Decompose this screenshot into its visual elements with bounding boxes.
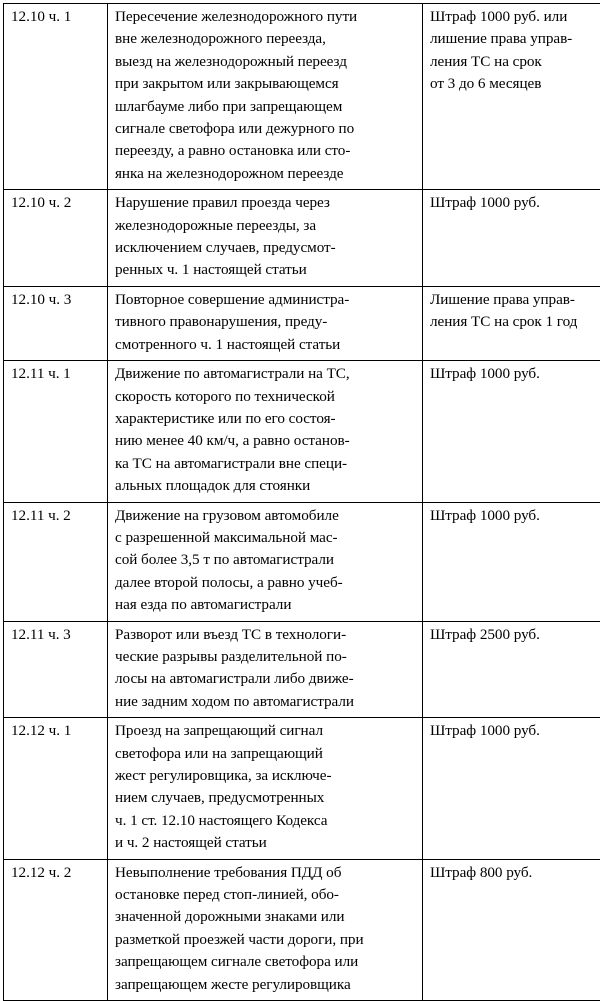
offence-cell xyxy=(108,621,423,718)
article-cell: 12.11 ч. 3 xyxy=(4,621,108,718)
offence-line: значенной дорожными знаками или xyxy=(115,906,416,928)
penalty-table-body xyxy=(4,4,600,1001)
offence-line: лосы на автомагистрали либо движе- xyxy=(115,668,416,690)
offence-cell xyxy=(108,4,423,190)
penalty-cell xyxy=(423,190,600,287)
offence-line: железнодорожные переезды, за xyxy=(115,215,416,237)
offence-cell xyxy=(108,361,423,502)
offence-line: далее второй полосы, а равно учеб- xyxy=(115,572,416,594)
table-row xyxy=(4,859,600,1000)
penalty-cell xyxy=(423,502,600,621)
offence-line: альных площадок для стоянки xyxy=(115,475,416,497)
penalty-cell xyxy=(423,718,600,859)
penalty-line: Штраф 1000 руб. xyxy=(430,720,600,742)
offence-line: и ч. 2 настоящей статьи xyxy=(115,832,416,854)
offence-line: тивного правонарушения, преду- xyxy=(115,311,416,333)
offence-line: Повторное совершение администра- xyxy=(115,289,416,311)
offence-line: ние задним ходом по автомагистрали xyxy=(115,691,416,713)
table-row xyxy=(4,718,600,859)
offence-line: характеристике или по его состоя- xyxy=(115,408,416,430)
offence-cell xyxy=(108,502,423,621)
offence-cell xyxy=(108,190,423,287)
offence-line: Нарушение правил проезда через xyxy=(115,192,416,214)
offence-line: Пересечение железнодорожного пути xyxy=(115,6,416,28)
penalty-line: Лишение права управ- xyxy=(430,289,600,311)
penalty-cell xyxy=(423,286,600,360)
offence-line: запрещающем жесте регулировщика xyxy=(115,974,416,996)
offence-line: разметкой проезжей части дороги, при xyxy=(115,929,416,951)
offence-line: скорость которого по технической xyxy=(115,386,416,408)
offence-line: ренных ч. 1 настоящей статьи xyxy=(115,259,416,281)
penalty-cell xyxy=(423,859,600,1000)
penalty-line: лишение права управ- xyxy=(430,28,600,50)
offence-line: остановке перед стоп-линией, обо- xyxy=(115,884,416,906)
offence-line: сигнале светофора или дежурного по xyxy=(115,118,416,140)
article-cell: 12.10 ч. 1 xyxy=(4,4,108,190)
penalty-table xyxy=(3,3,600,1001)
offence-line: Разворот или въезд ТС в технологи- xyxy=(115,624,416,646)
article-cell: 12.12 ч. 2 xyxy=(4,859,108,1000)
penalty-line: Штраф 1000 руб. или xyxy=(430,6,600,28)
offence-line: исключением случаев, предусмот- xyxy=(115,237,416,259)
offence-line: смотренного ч. 1 настоящей статьи xyxy=(115,334,416,356)
offence-line: Движение на грузовом автомобиле xyxy=(115,505,416,527)
penalty-cell xyxy=(423,361,600,502)
offence-line: при закрытом или закрывающемся xyxy=(115,73,416,95)
table-row xyxy=(4,502,600,621)
offence-line: ка ТС на автомагистрали вне специ- xyxy=(115,453,416,475)
penalty-cell xyxy=(423,621,600,718)
offence-line: янка на железнодорожном переезде xyxy=(115,163,416,185)
offence-line: жест регулировщика, за исключе- xyxy=(115,765,416,787)
offence-line: Невыполнение требования ПДД об xyxy=(115,862,416,884)
offence-cell xyxy=(108,286,423,360)
offence-cell xyxy=(108,718,423,859)
penalty-line: от 3 до 6 месяцев xyxy=(430,73,600,95)
offence-line: светофора или на запрещающий xyxy=(115,743,416,765)
article-cell: 12.10 ч. 2 xyxy=(4,190,108,287)
offence-line: ческие разрывы разделительной по- xyxy=(115,646,416,668)
penalty-line: Штраф 1000 руб. xyxy=(430,505,600,527)
penalty-line: Штраф 1000 руб. xyxy=(430,192,600,214)
offence-cell xyxy=(108,859,423,1000)
penalty-line: Штраф 2500 руб. xyxy=(430,624,600,646)
penalty-line: Штраф 800 руб. xyxy=(430,862,600,884)
offence-line: запрещающем сигнале светофора или xyxy=(115,951,416,973)
table-row xyxy=(4,361,600,502)
offence-line: ная езда по автомагистрали xyxy=(115,594,416,616)
offence-line: переезду, а равно остановка или сто- xyxy=(115,140,416,162)
penalty-cell xyxy=(423,4,600,190)
penalty-line: ления ТС на срок xyxy=(430,51,600,73)
article-cell: 12.12 ч. 1 xyxy=(4,718,108,859)
article-cell: 12.11 ч. 1 xyxy=(4,361,108,502)
table-row xyxy=(4,4,600,190)
offence-line: сой более 3,5 т по автомагистрали xyxy=(115,549,416,571)
offence-line: с разрешенной максимальной мас- xyxy=(115,527,416,549)
table-row xyxy=(4,286,600,360)
article-cell: 12.11 ч. 2 xyxy=(4,502,108,621)
article-cell: 12.10 ч. 3 xyxy=(4,286,108,360)
penalty-line: Штраф 1000 руб. xyxy=(430,363,600,385)
table-row xyxy=(4,621,600,718)
offence-line: выезд на железнодорожный переезд xyxy=(115,51,416,73)
offence-line: нием случаев, предусмотренных xyxy=(115,787,416,809)
offence-line: Проезд на запрещающий сигнал xyxy=(115,720,416,742)
offence-line: шлагбауме либо при запрещающем xyxy=(115,96,416,118)
offence-line: ч. 1 ст. 12.10 настоящего Кодекса xyxy=(115,810,416,832)
table-row xyxy=(4,190,600,287)
offence-line: вне железнодорожного переезда, xyxy=(115,28,416,50)
offence-line: Движение по автомагистрали на ТС, xyxy=(115,363,416,385)
offence-line: нию менее 40 км/ч, а равно останов- xyxy=(115,430,416,452)
penalty-line: ления ТС на срок 1 год xyxy=(430,311,600,333)
